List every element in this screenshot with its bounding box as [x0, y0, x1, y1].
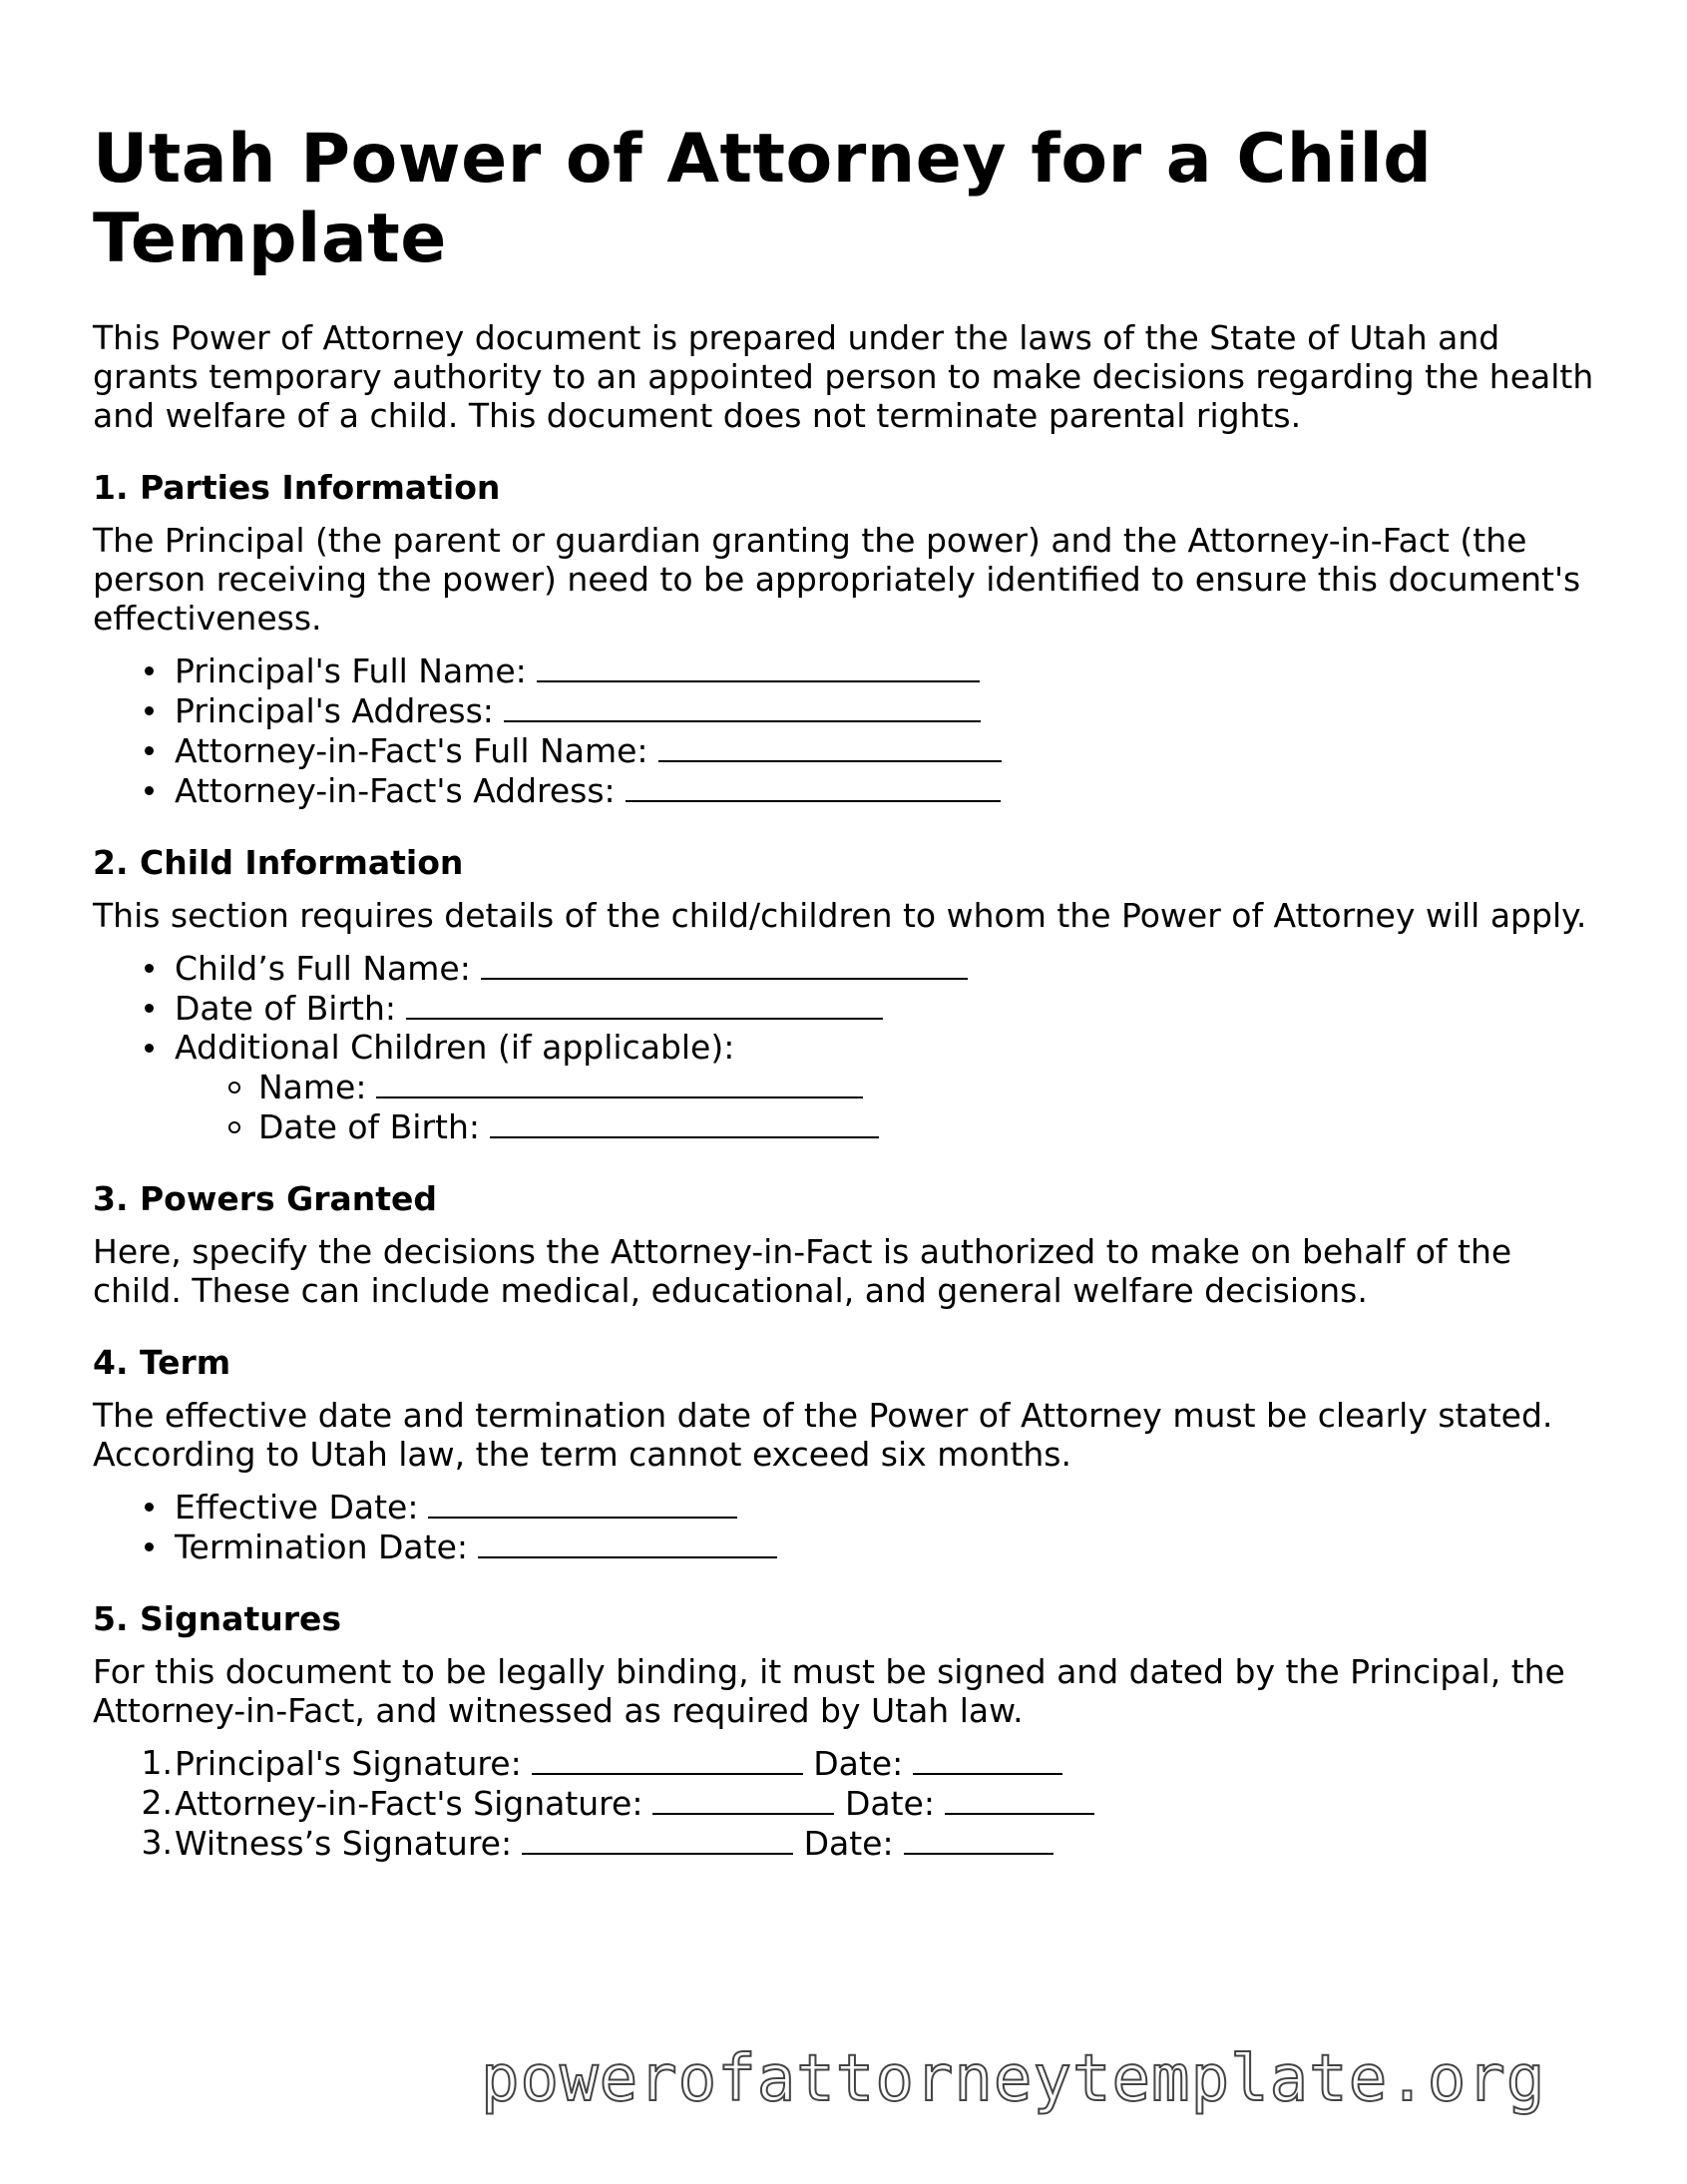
- section-text-signatures: For this document to be legally binding, it must be signed and dated by the Principal, the Attorney-in-Fact, and witnessed as required by Utah law.: [93, 1652, 1565, 1730]
- child-field-list: [93, 948, 1609, 1146]
- list-item: Principal's Address:: [175, 690, 1609, 730]
- attorney-date-blank[interactable]: [945, 1783, 1094, 1815]
- witness-date-blank[interactable]: [904, 1823, 1054, 1855]
- document-page: [93, 0, 1609, 1863]
- term-field-list: [93, 1487, 1609, 1566]
- section-text-powers: Here, specify the decisions the Attorney-in-Fact is authorized to make on behalf of the child. These can include medical, educational, and general welfare decisions.: [93, 1232, 1512, 1310]
- child-dob-blank[interactable]: [406, 988, 883, 1020]
- attorney-name-blank[interactable]: [658, 730, 1002, 762]
- section-heading-child: 2. Child Information: [93, 843, 464, 882]
- child-name-blank[interactable]: [481, 948, 968, 980]
- list-item: Effective Date:: [175, 1487, 1609, 1527]
- principal-name-blank[interactable]: [537, 651, 980, 682]
- section-text-parties: The Principal (the parent or guardian granting the power) and the Attorney-in-Fact (the person receiving the power) need to be appropriately identified to ensure this document's effectiveness.: [93, 521, 1581, 638]
- site-watermark: powerofattorneytemplate.org: [481, 2042, 1546, 2116]
- list-item: 1. Principal's Signature: Date:: [175, 1743, 1609, 1783]
- attorney-signature-blank[interactable]: [652, 1783, 834, 1815]
- list-item: 3. Witness’s Signature: Date:: [175, 1823, 1609, 1863]
- section-heading-powers: 3. Powers Granted: [93, 1179, 438, 1218]
- additional-child-dob-blank[interactable]: [490, 1106, 879, 1138]
- termination-date-blank[interactable]: [478, 1527, 777, 1558]
- intro-paragraph: This Power of Attorney document is prepared under the laws of the State of Utah and grants temporary authority to an appointed person to make decisions regarding the health and welfare of a child. This document does not terminate parental rights.: [93, 318, 1594, 435]
- list-item: Name:: [258, 1067, 1609, 1106]
- list-item: Attorney-in-Fact's Full Name:: [175, 730, 1609, 770]
- parties-field-list: [93, 651, 1609, 810]
- section-text-child: This section requires details of the child/children to whom the Power of Attorney will apply.: [93, 896, 1587, 935]
- effective-date-blank[interactable]: [428, 1487, 737, 1519]
- list-item: Additional Children (if applicable): Name: Date of Birth:: [175, 1028, 1609, 1146]
- section-text-term: The effective date and termination date of the Power of Attorney must be clearly stated. According to Utah law, the term cannot exceed six months.: [93, 1396, 1553, 1474]
- page-title: Utah Power of Attorney for a Child Template: [93, 120, 1433, 278]
- witness-signature-blank[interactable]: [522, 1823, 793, 1855]
- section-heading-parties: 1. Parties Information: [93, 468, 501, 507]
- list-item: Attorney-in-Fact's Address:: [175, 770, 1609, 810]
- additional-children-list: [175, 1067, 1609, 1146]
- additional-child-name-blank[interactable]: [376, 1067, 863, 1098]
- principal-address-blank[interactable]: [504, 690, 981, 722]
- list-item: Termination Date:: [175, 1527, 1609, 1566]
- attorney-address-blank[interactable]: [626, 770, 1001, 802]
- list-item: Date of Birth:: [258, 1106, 1609, 1146]
- list-item: 2. Attorney-in-Fact's Signature: Date:: [175, 1783, 1609, 1823]
- section-heading-term: 4. Term: [93, 1343, 231, 1382]
- list-item: Principal's Full Name:: [175, 651, 1609, 690]
- list-item: Date of Birth:: [175, 988, 1609, 1028]
- principal-date-blank[interactable]: [913, 1743, 1062, 1775]
- section-heading-signatures: 5. Signatures: [93, 1599, 342, 1638]
- principal-signature-blank[interactable]: [532, 1743, 803, 1775]
- signature-list: [93, 1743, 1609, 1863]
- list-item: Child’s Full Name:: [175, 948, 1609, 988]
